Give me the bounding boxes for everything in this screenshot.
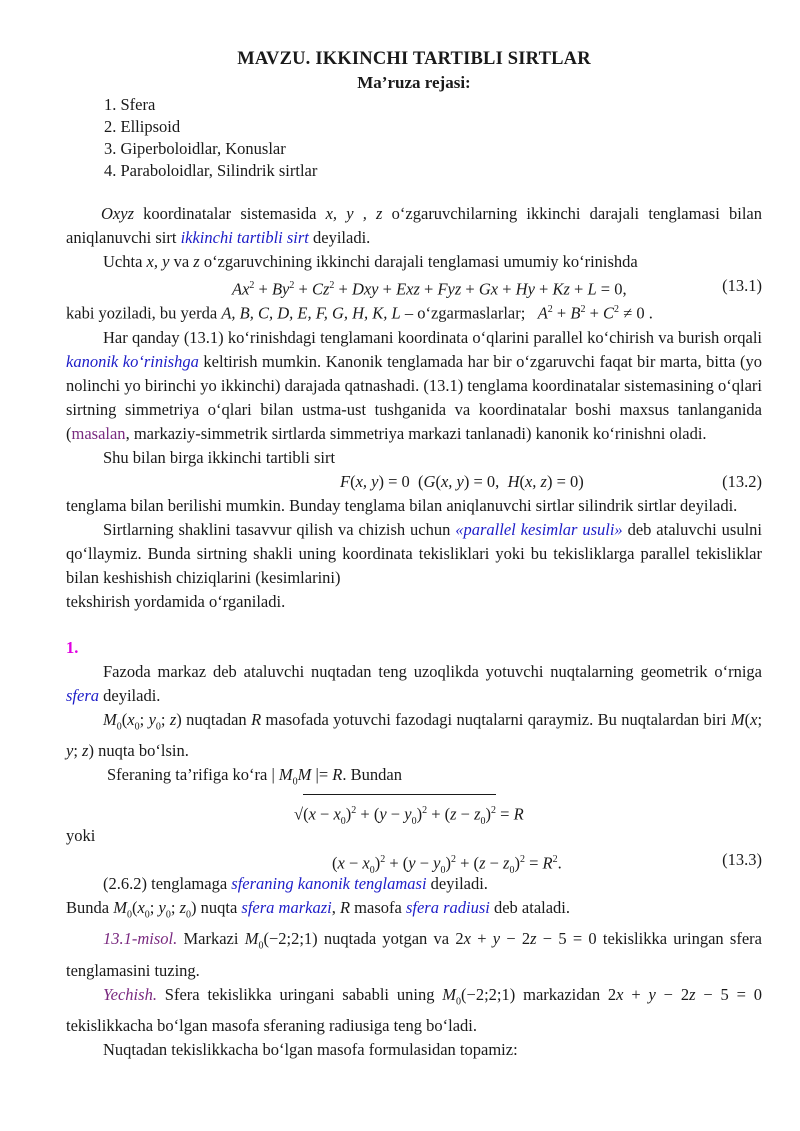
term-highlight: «parallel kesimlar usuli» (455, 519, 623, 539)
example-paragraph: 13.1-misol. Markazi $M_0(-2;2;1)$ nuqtada yotgan va 2x + y − 2z − 5 = 0 tekislikka uringan sfera tenglamasini tuzing. (66, 929, 762, 980)
equation-number: (13.2) (722, 471, 762, 491)
page-title: MAVZU. IKKINCHI TARTIBLI SIRTLAR (237, 49, 591, 69)
plan-item: 3. Giperboloidlar, Konuslar (104, 139, 286, 158)
plan-item: 1. Sfera (104, 95, 156, 114)
solution-paragraph: Yechish. Sfera tekislikka uringani sababli uning $M_0(-2;2;1)$ markazidan 2x + y − 2z − 5 = 0 tekislikkacha bo‘lgan masofa sferaning radiusiga teng bo‘ladi. (66, 984, 762, 1035)
equation-number: (13.1) (722, 276, 762, 295)
solution-label: Yechish. (103, 984, 157, 1004)
paragraph: $M_0(x_0$; $y_0$; z) nuqtadan R masofada yotuvchi fazodagi nuqtalarni qaraymiz. Bu nuqtalardan biri M(x; y; z) nuqta bo‘lsin. (66, 709, 763, 760)
paragraph: yoki (66, 826, 96, 846)
paragraph: Sirtlarning shaklini tasavvur qilish va chizish uchun «parallel kesimlar usuli» deb ataluvchi usulni qo‘llaymiz. Bunda sirtning shakli uning koordinata tekisliklari yoki bu tekisliklarga parallel tekisliklar bilan keshishish chiziqlarini (kesimlarini) (66, 519, 762, 587)
paragraph: kabi yoziladi, bu yerda A, B, C, D, E, F, G, H, K, L – o‘zgarmaslarlar; $A^2 + B^2 + C^2 \ne 0$ . (66, 303, 653, 323)
term-highlight: ikkinchi tartibli sirt (180, 228, 309, 247)
document-page (66, 46, 762, 1062)
plan-item: 2. Ellipsoid (104, 117, 181, 136)
paragraph: Nuqtadan tekislikkacha bo‘lgan masofa formulasidan topamiz: (103, 1039, 518, 1059)
equation-13-3: $(x - x_0)^2 + (y - y_0)^2 + (z - z_0)^2 = R^2$. (13.3) (332, 850, 762, 876)
paragraph: Oxyz koordinatalar sistemasida x, y , z o‘zgaruvchilarning ikkinchi darajali tenglamasi bilan aniqlanuvchi sirt ikkinchi tartibli sirt deyiladi. (66, 204, 762, 247)
section-number: 1. (66, 637, 79, 657)
equation-distance: $√(x - x_0)^2 + (y - y_0)^2 + (z - z_0)^2 = R$ (66, 794, 762, 824)
paragraph: Sferaning ta’rifiga ko‘ra | $M_0M$ |= R. Bundan (107, 764, 402, 788)
paragraph: Har qanday (13.1) ko‘rinishdagi tenglamani koordinata o‘qlarini parallel ko‘chirish va burish orqali kanonik ko‘rinishga keltirish mumkin. Kanonik tenglamada har bir o‘zgaruvchi faqat bir marta, bitta (yo nolinchi yo birinchi yo ikkinchi) darajada qatnashadi. (13.1) tenglama koordinatalar sistemasining o‘qlari sirtning simmetriya o‘qlari bilan ustma-ust tushganida va koordinatalar boshi maxsus tanlanganida (masalan, markaziy-simmetrik sirtlarda simmetriya markazi tanlanadi) kanonik ko‘rinishni oladi. (66, 327, 763, 443)
paragraph: (2.6.2) tenglamaga sferaning kanonik tenglamasi deyiladi. (103, 874, 488, 894)
term-highlight: kanonik ko‘rinishga (66, 351, 199, 371)
example-label: 13.1-misol. (103, 929, 178, 949)
paragraph: Bunda $M_0(x_0$; $y_0$; $z_0$) nuqta sfera markazi, R masofa sfera radiusi deb ataladi. (66, 898, 571, 921)
term-highlight: sferaning kanonik tenglamasi (231, 874, 427, 894)
equation-13-2: F(x, y) = 0 (G(x, y) = 0, H(x, z) = 0) (13.2) (66, 470, 762, 494)
term-highlight: sfera (66, 685, 99, 705)
example-word: masalan (71, 423, 126, 443)
lecture-plan (104, 94, 762, 182)
term-highlight: sfera radiusi (405, 898, 490, 918)
paragraph: Shu bilan birga ikkinchi tartibli sirt (103, 447, 336, 467)
equation-number: (13.3) (722, 850, 762, 870)
paragraph: Uchta x, y va z o‘zgaruvchining ikkinchi darajali tenglamasi umumiy ko‘rinishda (103, 252, 638, 271)
plan-heading: Ma’ruza rejasi: (357, 73, 471, 92)
term-highlight: sfera markazi (241, 898, 332, 918)
plan-item: 4. Paraboloidlar, Silindrik sirtlar (104, 161, 318, 180)
equation-13-1: $Ax^2 + By^2 + Cz^2$ + Dxy + Exz + Fyz + Gx + Hy + Kz + L = 0, (13.1) (232, 276, 762, 299)
paragraph: tenglama bilan berilishi mumkin. Bunday tenglama bilan aniqlanuvchi sirtlar silindrik sirtlar deyiladi. (66, 495, 738, 515)
paragraph: tekshirish yordamida o‘rganiladi. (66, 591, 286, 611)
paragraph: Fazoda markaz deb ataluvchi nuqtadan teng uzoqlikda yotuvchi nuqtalarning geometrik o‘rniga sfera deyiladi. (66, 661, 762, 705)
